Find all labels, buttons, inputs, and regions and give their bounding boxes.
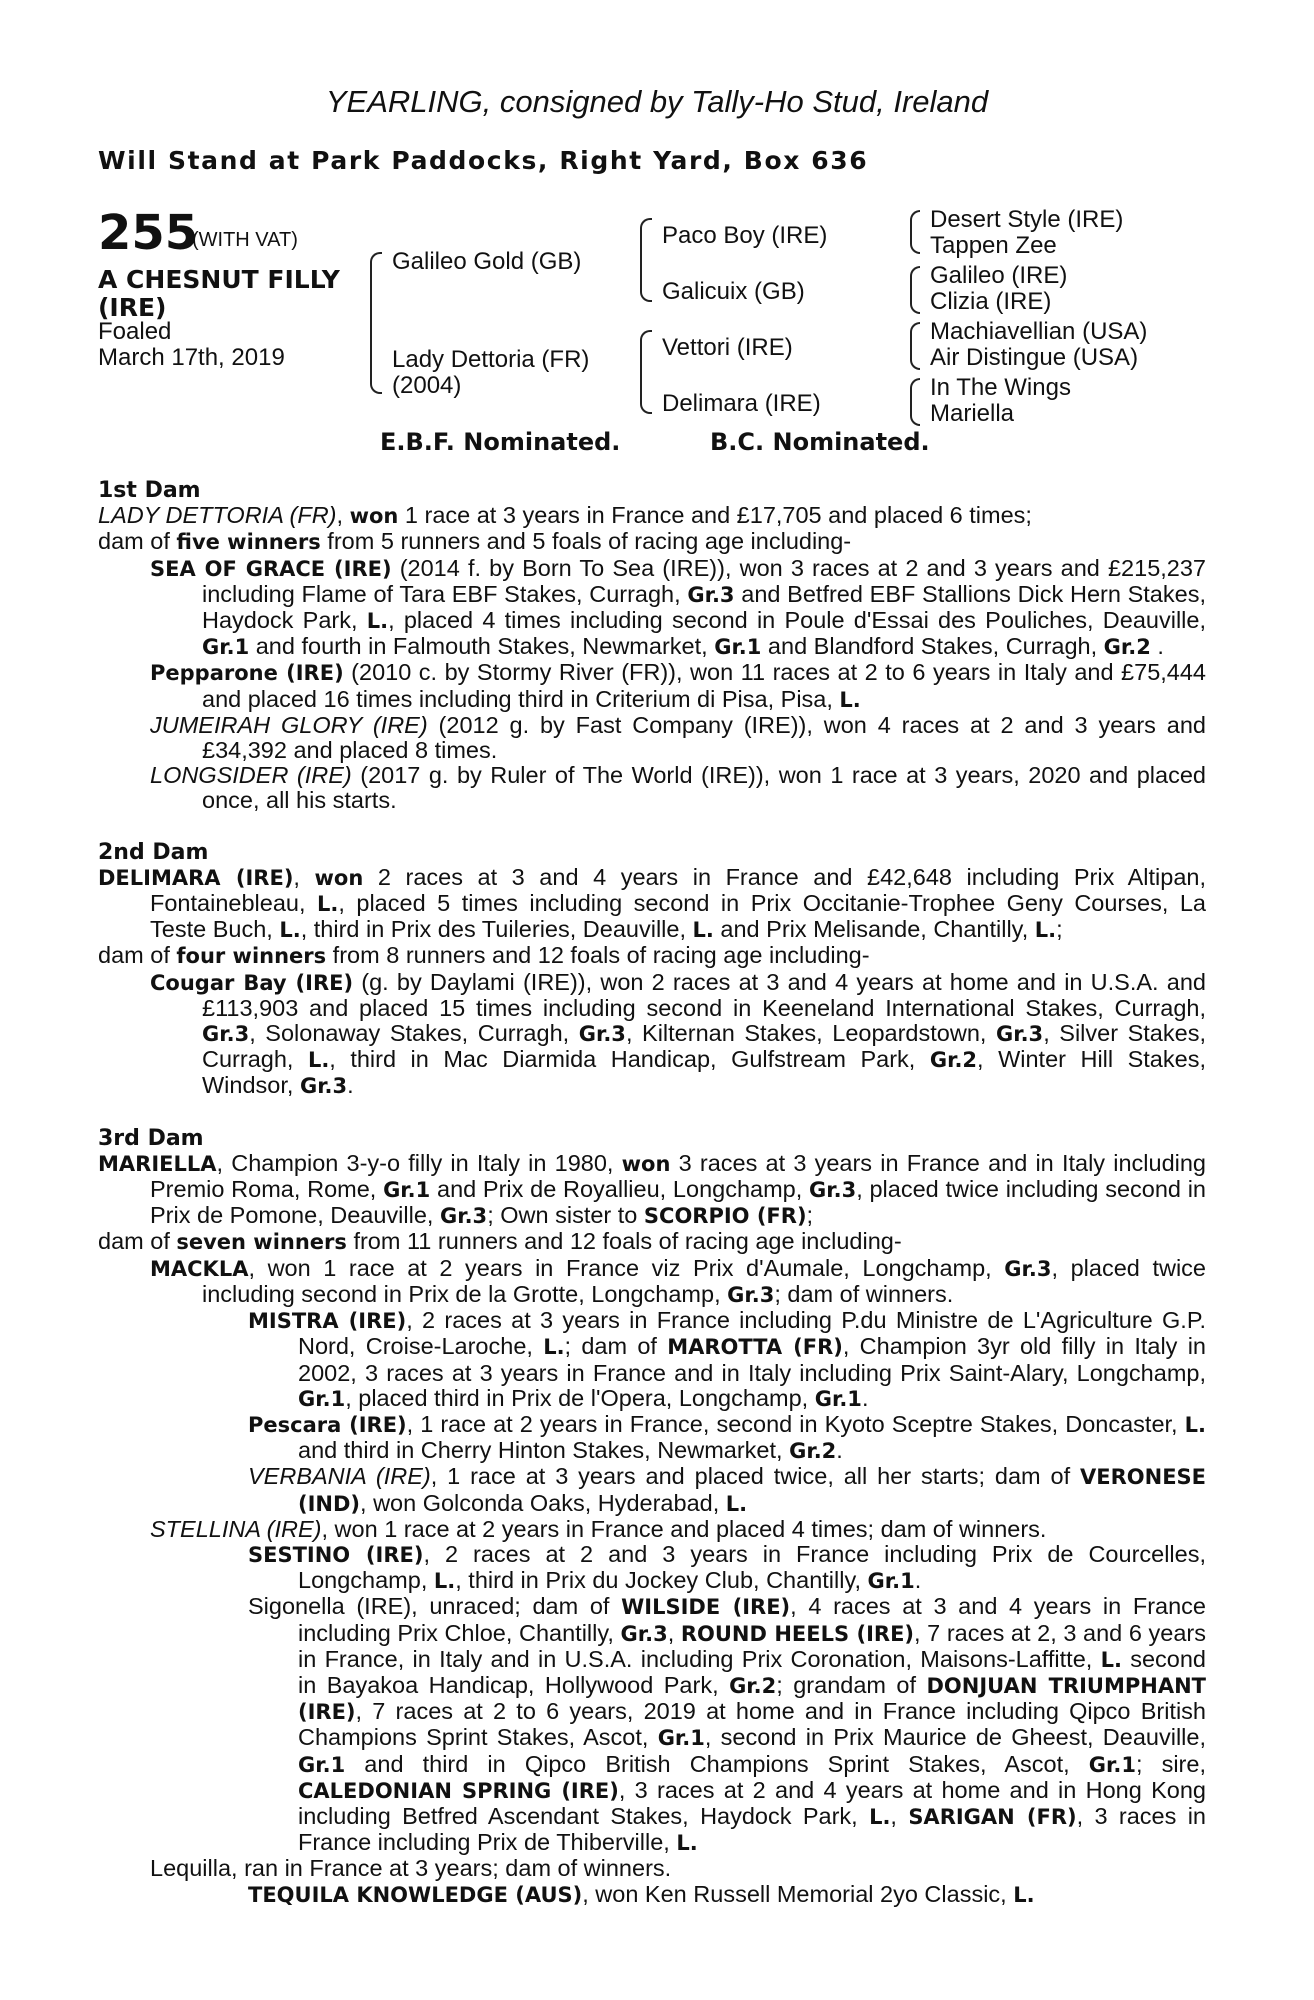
produce-lequilla: Lequilla, ran in France at 3 years; dam of winners. xyxy=(150,1855,672,1882)
pedigree-dam-year: (2004) xyxy=(392,372,462,399)
foaled-label: Foaled xyxy=(98,318,172,345)
pedigree-dsd: Air Distingue (USA) xyxy=(930,344,1139,371)
pedigree-sire: Galileo Gold (GB) xyxy=(392,248,582,275)
third-dam-produce: dam of seven winners from 11 runners and 12 foals of racing age including- xyxy=(98,1228,902,1255)
pedigree-dds: In The Wings xyxy=(930,374,1071,401)
pedigree-dam-dam: Delimara (IRE) xyxy=(662,390,821,417)
pedigree-brace-1 xyxy=(370,252,382,394)
produce-sea-of-grace: SEA OF GRACE (IRE) (2014 f. by Born To Sea (IRE)), won 3 races at 2 and 3 years and £215,237 including Flame of Tara EBF Stakes, Curragh, Gr.3 and Betfred EBF Stallions Dick Hern Stakes, Haydock Park, L., placed 4 times including second in Poule d'Essai des Pouliches, Deauville, Gr.1 and fourth in Falmouth Stakes, Newmarket, Gr.1 and Blandford Stakes, Curragh, Gr.2 . xyxy=(150,554,1206,660)
produce-sestino: SESTINO (IRE), 2 races at 2 and 3 years in France including Prix de Courcelles, Longchamp, L., third in Prix du Jockey Club, Chantilly, Gr.1. xyxy=(248,1540,1206,1594)
pedigree-sire-dam: Galicuix (GB) xyxy=(662,278,805,305)
pedigree-brace-5 xyxy=(910,266,920,314)
pedigree-dam: Lady Dettoria (FR) xyxy=(392,346,590,373)
produce-verbania: VERBANIA (IRE), 1 race at 3 years and placed twice, all her starts; dam of VERONESE (IND), won Golconda Oaks, Hyderabad, L. xyxy=(248,1463,1207,1516)
pedigree-brace-7 xyxy=(910,378,920,426)
pedigree-ddd: Mariella xyxy=(930,400,1015,427)
produce-longsider: LONGSIDER (IRE) (2017 g. by Ruler of The World (IRE)), won 1 race at 3 years, 2020 and placed once, all his starts. xyxy=(150,762,1206,814)
produce-tequila-knowledge: TEQUILA KNOWLEDGE (AUS), won Ken Russell Memorial 2yo Classic, L. xyxy=(248,1880,1035,1907)
pedigree-sds: Galileo (IRE) xyxy=(930,262,1068,289)
lot-description-country: (IRE) xyxy=(98,293,167,322)
produce-pepparone: Pepparone (IRE) (2010 c. by Stormy River (FR)), won 11 races at 2 to 6 years in Italy and £75,444 and placed 16 times including third in Criterium di Pisa, Pisa, L. xyxy=(150,659,1206,712)
pedigree-sss: Desert Style (IRE) xyxy=(930,206,1124,233)
pedigree-sdd: Clizia (IRE) xyxy=(930,288,1052,315)
first-dam-heading: 1st Dam xyxy=(98,478,201,503)
produce-jumeirah-glory: JUMEIRAH GLORY (IRE) (2012 g. by Fast Company (IRE)), won 4 races at 2 and 3 years and £34,392 and placed 8 times. xyxy=(150,711,1206,764)
pedigree-brace-2 xyxy=(640,218,652,302)
pedigree-ssd: Tappen Zee xyxy=(930,232,1057,259)
pedigree-dam-sire: Vettori (IRE) xyxy=(662,334,793,361)
pedigree-brace-3 xyxy=(640,330,652,414)
page-title: YEARLING, consigned by Tally-Ho Stud, Ireland xyxy=(325,84,989,119)
produce-mackla: MACKLA, won 1 race at 2 years in France viz Prix d'Aumale, Longchamp, Gr.3, placed twice including second in Prix de la Grotte, Longchamp, Gr.3; dam of winners. xyxy=(150,1254,1206,1307)
catalogue-body xyxy=(98,478,1206,1908)
produce-sigonella: Sigonella (IRE), unraced; dam of WILSIDE (IRE), 4 races at 3 and 4 years in France including Prix Chloe, Chantilly, Gr.3, ROUND HEELS (IRE), 7 races at 2, 3 and 6 years in France, in Italy and in U.S.A. including Prix Coronation, Maisons-Laffitte, L. second in Bayakoa Handicap, Hollywood Park, Gr.2; grandam of DONJUAN TRIUMPHANT (IRE), 7 races at 2 to 6 years, 2019 at home and in France including Qipco British Champions Sprint Stakes, Ascot, Gr.1, second in Prix Maurice de Gheest, Deauville, Gr.1 and third in Qipco British Champions Sprint Stakes, Ascot, Gr.1; sire, CALEDONIAN SPRING (IRE), 3 races at 2 and 4 years at home and in Hong Kong including Betfred Ascendant Stakes, Haydock Park, L., SARIGAN (FR), 3 races in France including Prix de Thiberville, L. xyxy=(248,1593,1207,1856)
lot-number: 255 xyxy=(98,205,199,261)
third-dam-entry: MARIELLA, Champion 3-y-o filly in Italy in 1980, won 3 races at 3 years in France and in Italy including Premio Roma, Rome, Gr.1 and Prix de Royallieu, Longchamp, Gr.3, placed twice including second in Prix de Pomone, Deauville, Gr.3; Own sister to SCORPIO (FR); xyxy=(98,1149,1207,1229)
lot-description: A CHESNUT FILLY xyxy=(98,265,340,294)
pedigree-brace-4 xyxy=(910,210,920,254)
produce-mistra: MISTRA (IRE), 2 races at 3 years in France including P.du Ministre de L'Agriculture G.P. Nord, Croise-Laroche, L.; dam of MAROTTA (FR), Champion 3yr old filly in Italy in 2002, 3 races at 3 years in France and in Italy including Prix Saint-Alary, Longchamp, Gr.1, placed third in Prix de l'Opera, Longchamp, Gr.1. xyxy=(248,1307,1206,1411)
foaled-date: March 17th, 2019 xyxy=(98,344,285,371)
second-dam-entry: DELIMARA (IRE), won 2 races at 3 and 4 years in France and £42,648 including Prix Altipan, Fontainebleau, L., placed 5 times including second in Prix Occitanie-Trophee Geny Courses, La Teste Buch, L., third in Prix des Tuileries, Deauville, L. and Prix Melisande, Chantilly, L.; xyxy=(98,863,1206,943)
first-dam-entry: LADY DETTORIA (FR), won 1 race at 3 years in France and £17,705 and placed 6 times; xyxy=(98,502,1032,529)
bc-nominated: B.C. Nominated. xyxy=(710,428,930,456)
produce-cougar-bay: Cougar Bay (IRE) (g. by Daylami (IRE)), won 2 races at 3 and 4 years at home and in U.S.A. and £113,903 and placed 15 times including second in Keeneland International Stakes, Curragh, Gr.3, Solonaway Stakes, Curragh, Gr.3, Kilternan Stakes, Leopardstown, Gr.3, Silver Stakes, Curragh, L., third in Mac Diarmida Handicap, Gulfstream Park, Gr.2, Winter Hill Stakes, Windsor, Gr.3. xyxy=(150,968,1206,1099)
second-dam-produce: dam of four winners from 8 runners and 12 foals of racing age including- xyxy=(98,942,870,969)
pedigree-sire-sire: Paco Boy (IRE) xyxy=(662,222,828,249)
produce-stellina: STELLINA (IRE), won 1 race at 2 years in France and placed 4 times; dam of winners. xyxy=(150,1515,1047,1542)
stand-location: Will Stand at Park Paddocks, Right Yard, Box 636 xyxy=(98,146,869,175)
second-dam-heading: 2nd Dam xyxy=(98,839,209,865)
third-dam-heading: 3rd Dam xyxy=(98,1125,204,1151)
vat-note: (WITH VAT) xyxy=(192,229,298,251)
pedigree-dss: Machiavellian (USA) xyxy=(930,318,1148,345)
produce-pescara: Pescara (IRE), 1 race at 2 years in France, second in Kyoto Sceptre Stakes, Doncaster, L. and third in Cherry Hinton Stakes, Newmarket, Gr.2. xyxy=(248,1410,1206,1464)
first-dam-produce: dam of five winners from 5 runners and 5 foals of racing age including- xyxy=(98,528,852,555)
ebf-nominated: E.B.F. Nominated. xyxy=(380,428,621,456)
pedigree-brace-6 xyxy=(910,322,920,370)
